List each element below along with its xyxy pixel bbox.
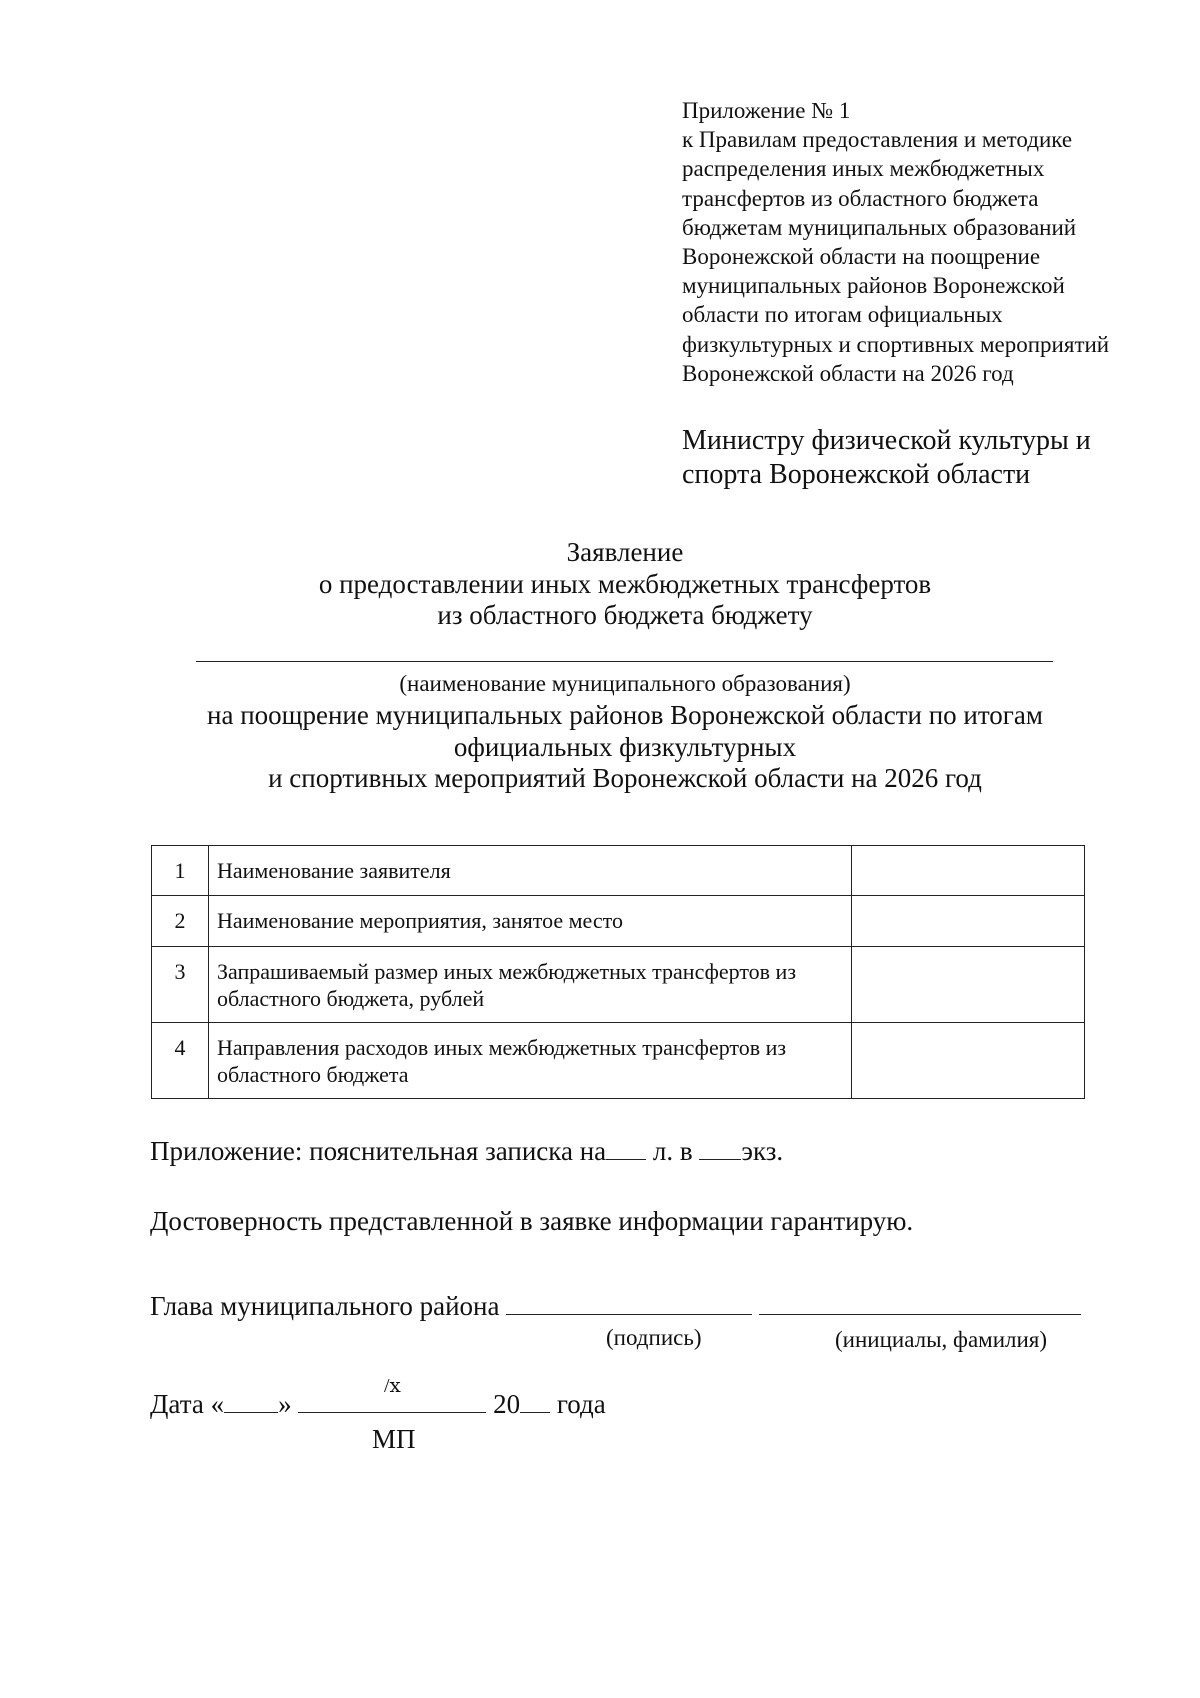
document-title	[150, 537, 1100, 632]
attachment-prefix: Приложение: пояснительная записка на	[150, 1136, 607, 1166]
signature-line	[150, 1291, 1081, 1322]
row-label: Наименование мероприятия, занятое место	[209, 896, 852, 947]
appendix-line: области по итогам официальных	[682, 302, 1003, 328]
sheets-count-field[interactable]	[606, 1137, 646, 1160]
title-line: Заявление	[566, 537, 684, 567]
addressee-line: Министру физической культуры и	[682, 425, 1091, 456]
appendix-line: трансфертов из областного бюджета	[682, 185, 1039, 211]
row-label: Запрашиваемый размер иных межбюджетных трансфертов из областного бюджета, рублей	[209, 947, 852, 1023]
appendix-line: бюджетам муниципальных образований	[682, 214, 1077, 240]
appendix-header	[682, 96, 1152, 388]
row-label: Наименование заявителя	[209, 846, 852, 896]
purpose-text	[150, 700, 1100, 795]
date-line	[150, 1389, 606, 1420]
table-row	[152, 846, 1085, 896]
attachment-middle: л. в	[652, 1136, 693, 1166]
date-close-quote: »	[278, 1389, 292, 1419]
year-suffix: года	[556, 1389, 606, 1419]
date-label: Дата «	[150, 1389, 225, 1419]
appendix-line: к Правилам предоставления и методике	[682, 127, 1073, 153]
row-value-field[interactable]	[852, 846, 1085, 896]
row-value-field[interactable]	[852, 947, 1085, 1023]
purpose-line: и спортивных мероприятий Воронежской области на 2026 год	[268, 763, 982, 793]
year-field[interactable]	[520, 1390, 550, 1413]
title-line: из областного бюджета бюджету	[437, 600, 813, 630]
name-caption: (инициалы, фамилия)	[835, 1327, 1048, 1352]
purpose-line: официальных физкультурных	[453, 731, 797, 762]
row-value-field[interactable]	[852, 1023, 1085, 1099]
attachment-suffix: экз.	[741, 1136, 784, 1166]
municipality-name-field[interactable]	[196, 661, 1053, 662]
table-row	[152, 1023, 1085, 1099]
addressee-line: спорта Воронежской области	[682, 459, 1031, 490]
municipality-caption: (наименование муниципального образования)	[399, 671, 851, 696]
table-row	[152, 896, 1085, 947]
appendix-line: Приложение № 1	[682, 98, 851, 123]
row-number: 1	[152, 846, 209, 896]
appendix-line: Воронежской области на 2026 год	[682, 360, 1014, 386]
row-number: 2	[152, 896, 209, 947]
purpose-line: на поощрение муниципальных районов Воронежской области по итогам	[207, 700, 1043, 730]
guarantee-statement: Достоверность представленной в заявке информации гарантирую.	[150, 1206, 914, 1236]
row-value-field[interactable]	[852, 896, 1085, 947]
copies-count-field[interactable]	[699, 1137, 741, 1160]
title-line: о предоставлении иных межбюджетных трансфертов	[318, 568, 932, 599]
request-table	[151, 845, 1085, 1099]
addressee	[682, 424, 1152, 492]
appendix-line: Воронежской области на поощрение	[682, 244, 1041, 270]
appendix-line: физкультурных и спортивных мероприятий	[682, 331, 1110, 357]
stamp-place-label: МП	[372, 1424, 416, 1454]
signature-label: Глава муниципального района	[150, 1291, 500, 1321]
signature-caption: (подпись)	[606, 1325, 702, 1350]
row-number: 3	[152, 947, 209, 1023]
appendix-line: муниципальных районов Воронежской	[682, 273, 1065, 299]
signature-field[interactable]	[506, 1292, 752, 1315]
row-number: 4	[152, 1023, 209, 1099]
day-field[interactable]	[224, 1390, 278, 1413]
appendix-line: распределения иных межбюджетных	[682, 156, 1045, 182]
table-row	[152, 947, 1085, 1023]
year-prefix: 20	[493, 1389, 521, 1419]
attachment-line	[150, 1136, 783, 1167]
handwritten-mark-icon: /ⅹ	[384, 1375, 401, 1397]
row-label: Направления расходов иных межбюджетных трансфертов из областного бюджета	[209, 1023, 852, 1099]
name-field[interactable]	[759, 1292, 1081, 1315]
